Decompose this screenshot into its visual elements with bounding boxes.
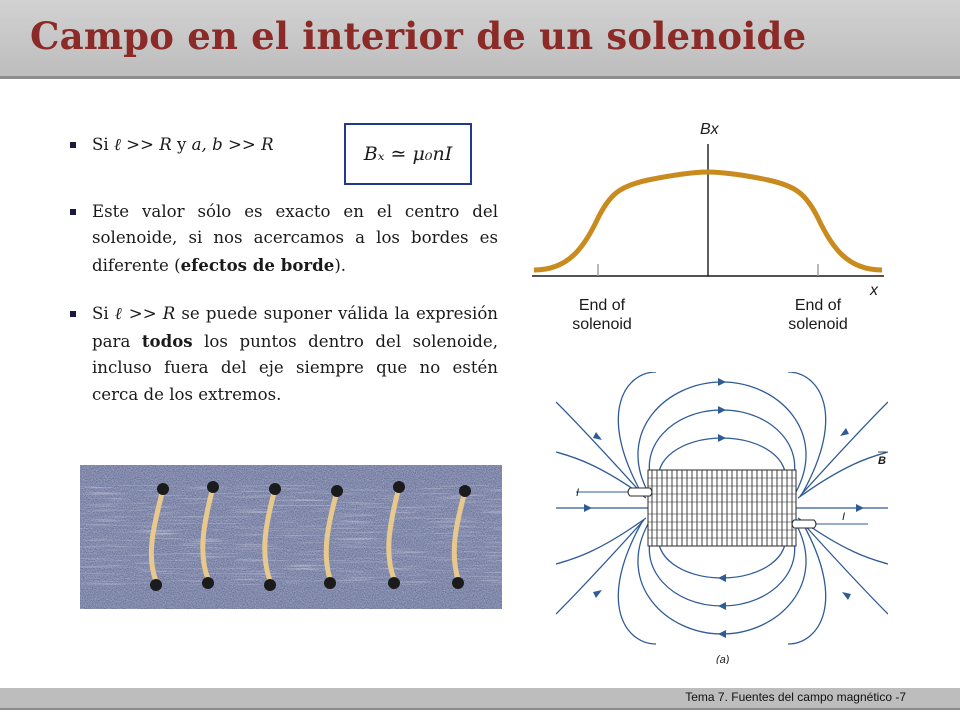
bfield-graph (528, 118, 900, 340)
bullet-1-math-0: ℓ >> R (113, 135, 172, 154)
footer-text: Tema 7. Fuentes del campo magnético -7 (685, 690, 906, 704)
field-line (800, 520, 888, 614)
left-end-label-line1: End of (578, 297, 626, 314)
bullet-3-bold-0: todos (141, 330, 193, 351)
solenoid-coil (648, 470, 796, 546)
bullet-marker (70, 142, 76, 148)
bullet-2-seg-0: Este valor sólo es exacto en el centro del solenoide, si nos acercamos a los bordes es diferente ( (92, 201, 498, 275)
field-line (556, 402, 644, 496)
footer-bar (0, 688, 960, 708)
bullet-1-seg-2: y (171, 135, 192, 154)
header-bar (0, 0, 960, 76)
field-line (800, 402, 888, 496)
right-end-label-line1: End of (794, 297, 842, 314)
y-axis-label: Bx (700, 121, 719, 138)
current-label-in: I (576, 487, 580, 499)
bullet-3-seg-2: se puede suponer válida la expresión para (92, 304, 498, 351)
bullet-2-bold-0: efectos de borde (180, 254, 335, 275)
left-end-label-line2: solenoid (572, 316, 632, 333)
iron-filings-photo (80, 465, 502, 609)
formula-box (344, 123, 472, 185)
current-label-out: I (842, 511, 846, 523)
bullet-marker (70, 209, 76, 215)
field-lines-diagram (556, 372, 888, 664)
bullet-3-seg-4: los puntos dentro del solenoide, incluso fuera del eje siempre que no estén cerca de los extremos. (92, 331, 498, 404)
bullet-3-seg-0: Si (92, 304, 115, 324)
bullet-2-seg-2: ). (334, 255, 347, 275)
diagram-caption: (a) (716, 654, 730, 664)
bullet-1-seg-0: Si (92, 135, 114, 154)
header-divider (0, 76, 960, 79)
field-line (556, 520, 644, 614)
slide-title: Campo en el interior de un solenoide (30, 14, 807, 58)
bullet-marker (70, 311, 76, 317)
bullet-item-3 (68, 301, 498, 408)
right-end-label-line2: solenoid (788, 316, 848, 333)
field-vector-label: B (878, 455, 886, 467)
x-axis-label: x (870, 282, 878, 299)
footer-divider (0, 708, 960, 710)
bullet-item-2 (68, 199, 498, 280)
formula-text: Bₓ ≃ μ₀nI (363, 143, 453, 165)
bullet-3-math-0: ℓ >> R (114, 304, 176, 324)
bullet-1-math-1: a, b >> R (191, 135, 274, 154)
